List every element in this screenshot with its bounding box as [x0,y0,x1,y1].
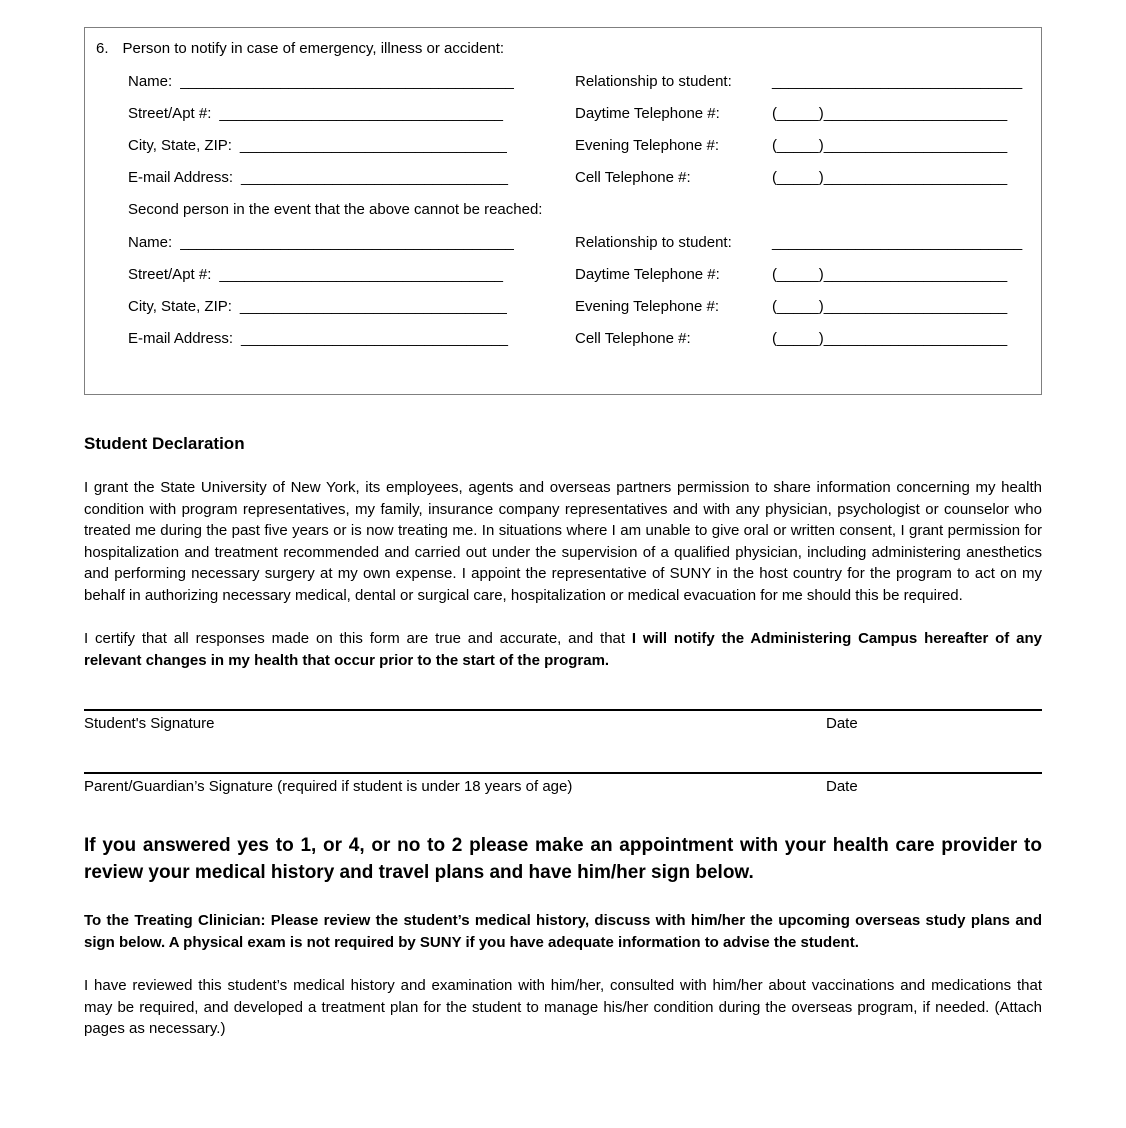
daytime-phone-label: Daytime Telephone #: [575,104,720,122]
street-apt-field[interactable]: __________________________________ [219,104,504,122]
appointment-notice: If you answered yes to 1, or 4, or no to 2 please make an appointment with your health care provider to review your medical history and travel plans and have him/her sign below. [84,835,1042,883]
person1-fields [128,65,1041,354]
street-apt-label: Street/Apt #: [128,104,212,122]
city-state-zip-field[interactable]: ________________________________ [239,136,507,154]
student-date-label: Date [826,715,858,732]
relationship-field[interactable]: ______________________________ [772,233,1023,251]
parent-signature-label: Parent/Guardian’s Signature (required if student is under 18 years of age) [84,778,573,795]
certify-normal-text: I certify that all responses made on this form are true and accurate, and that [84,630,632,647]
cell-phone-label: Cell Telephone #: [575,168,691,186]
cell-phone-field[interactable]: (_____)______________________ [772,329,1008,347]
email-field[interactable]: ________________________________ [241,329,508,347]
email-label: E-mail Address: [128,168,234,186]
field-row [128,258,1041,290]
daytime-phone-label: Daytime Telephone #: [575,265,720,283]
city-state-zip-label: City, State, ZIP: [128,136,232,154]
emergency-contact-section [84,27,1042,395]
city-state-zip-label: City, State, ZIP: [128,297,232,315]
evening-phone-field[interactable]: (_____)______________________ [772,136,1008,154]
parent-signature-block [84,772,1042,797]
daytime-phone-field[interactable]: (_____)______________________ [772,104,1008,122]
student-signature-block [84,709,1042,734]
section-title: Person to notify in case of emergency, illness or accident: [122,40,505,57]
field-row [128,226,1041,258]
name-field[interactable]: ________________________________________ [180,233,514,251]
cell-phone-label: Cell Telephone #: [575,329,691,347]
relationship-label: Relationship to student: [575,72,732,90]
student-declaration-heading: Student Declaration [84,434,245,453]
field-row [128,65,1041,97]
street-apt-field[interactable]: __________________________________ [219,265,504,283]
item-number: 6. [96,40,109,57]
clinician-reviewed-paragraph: I have reviewed this student’s medical history and examination with him/her, consulted with him/her about vaccinations and medications that may be required, and developed a treatment plan for the student to manage his/her condition during the overseas program, if needed. (Attach pages as necessary.) [84,977,1042,1037]
cell-phone-field[interactable]: (_____)______________________ [772,168,1008,186]
parent-date-label: Date [826,778,858,795]
student-signature-label: Student's Signature [84,715,215,732]
email-field[interactable]: ________________________________ [241,168,508,186]
name-label: Name: [128,72,173,90]
relationship-field[interactable]: ______________________________ [772,72,1023,90]
street-apt-label: Street/Apt #: [128,265,212,283]
second-person-note: Second person in the event that the above cannot be reached: [128,201,543,218]
email-label: E-mail Address: [128,329,234,347]
field-row [128,129,1041,161]
evening-phone-field[interactable]: (_____)______________________ [772,297,1008,315]
certify-bold-text: I will notify the Administering Campus hereafter of any relevant changes in my health that occur prior to the start of the program. [84,630,1042,669]
name-label: Name: [128,233,173,251]
evening-phone-label: Evening Telephone #: [575,297,720,315]
field-row [128,161,1041,193]
declaration-paragraph: I grant the State University of New York, its employees, agents and overseas partners permission to share information concerning my health condition with program representatives, my family, insurance company representatives and with any physician, psychologist or counselor who treated me during the past five years or is now treating me. In situations where I am unable to give oral or written consent, I grant permission for hospitalization and treatment recommended and carried out under the supervision of a qualified physician, including administering anesthetics and performing necessary surgery at my own expense. I appoint the representative of SUNY in the host country for the program to act on my behalf in authorizing necessary medical, dental or surgical care, hospitalization or medical evacuation for me should this be required. [84,479,1042,604]
field-row [128,97,1041,129]
certify-paragraph [84,628,1042,671]
treating-clinician-note: To the Treating Clinician: Please review the student’s medical history, discuss with him/her the upcoming overseas study plans and sign below. A physical exam is not required by SUNY if you have adequate information to advise the student. [84,912,1042,951]
daytime-phone-field[interactable]: (_____)______________________ [772,265,1008,283]
relationship-label: Relationship to student: [575,233,732,251]
field-row [128,290,1041,322]
evening-phone-label: Evening Telephone #: [575,136,720,154]
emergency-section-title-row [85,37,1041,60]
city-state-zip-field[interactable]: ________________________________ [239,297,507,315]
name-field[interactable]: ________________________________________ [180,72,514,90]
field-row [128,322,1041,354]
